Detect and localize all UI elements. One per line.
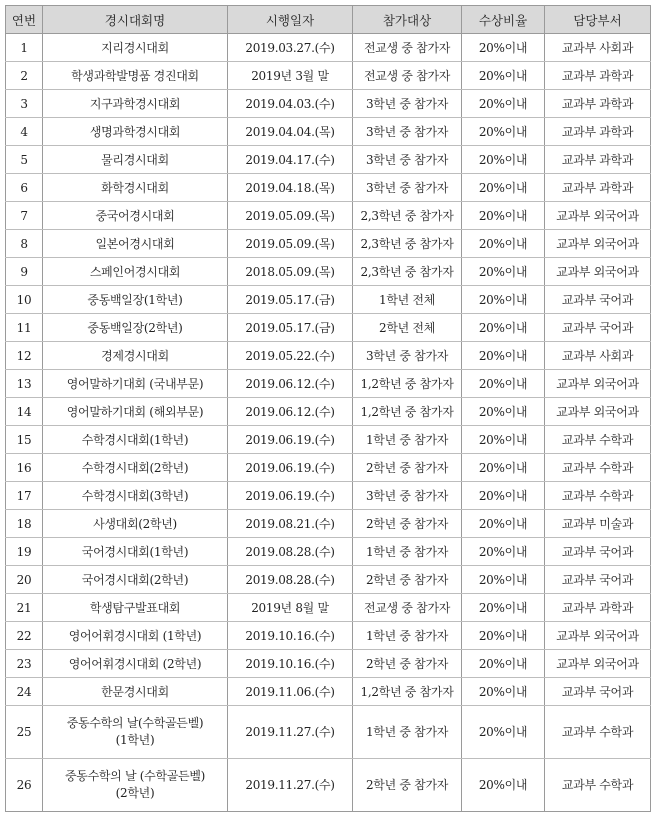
participants: 3학년 중 참가자 bbox=[353, 482, 462, 510]
award-ratio: 20%이내 bbox=[462, 650, 545, 678]
department: 교과부 수학과 bbox=[545, 759, 651, 812]
participants: 1,2학년 중 참가자 bbox=[353, 678, 462, 706]
row-number: 15 bbox=[6, 426, 43, 454]
participants: 3학년 중 참가자 bbox=[353, 90, 462, 118]
award-ratio: 20%이내 bbox=[462, 286, 545, 314]
department: 교과부 미술과 bbox=[545, 510, 651, 538]
department: 교과부 과학과 bbox=[545, 594, 651, 622]
table-row bbox=[6, 370, 651, 398]
table-row bbox=[6, 398, 651, 426]
event-date: 2019.11.27.(수) bbox=[228, 759, 353, 812]
department: 교과부 국어과 bbox=[545, 678, 651, 706]
row-number: 9 bbox=[6, 258, 43, 286]
row-number: 1 bbox=[6, 34, 43, 62]
department: 교과부 과학과 bbox=[545, 118, 651, 146]
participants: 2학년 중 참가자 bbox=[353, 759, 462, 812]
row-number: 21 bbox=[6, 594, 43, 622]
event-date: 2019.05.22.(수) bbox=[228, 342, 353, 370]
department: 교과부 과학과 bbox=[545, 62, 651, 90]
row-number: 24 bbox=[6, 678, 43, 706]
competition-name: 중국어경시대회 bbox=[43, 202, 228, 230]
award-ratio: 20%이내 bbox=[462, 230, 545, 258]
event-date: 2019.06.19.(수) bbox=[228, 454, 353, 482]
event-date: 2019.04.04.(목) bbox=[228, 118, 353, 146]
header-date: 시행일자 bbox=[228, 6, 353, 34]
award-ratio: 20%이내 bbox=[462, 202, 545, 230]
competition-name: 경제경시대회 bbox=[43, 342, 228, 370]
competition-name: 지구과학경시대회 bbox=[43, 90, 228, 118]
competition-name: 수학경시대회(3학년) bbox=[43, 482, 228, 510]
table-row bbox=[6, 314, 651, 342]
competition-name-line2: (1학년) bbox=[115, 733, 155, 747]
event-date: 2019.04.03.(수) bbox=[228, 90, 353, 118]
participants: 1학년 중 참가자 bbox=[353, 622, 462, 650]
table-row bbox=[6, 678, 651, 706]
event-date: 2019.06.12.(수) bbox=[228, 370, 353, 398]
award-ratio: 20%이내 bbox=[462, 759, 545, 812]
award-ratio: 20%이내 bbox=[462, 370, 545, 398]
department: 교과부 국어과 bbox=[545, 566, 651, 594]
award-ratio: 20%이내 bbox=[462, 622, 545, 650]
competition-name-line1: 중동수학의 날 (수학골든벨) bbox=[64, 769, 205, 783]
competition-name-line1: 중동수학의 날(수학골든벨) bbox=[66, 716, 204, 730]
participants: 1학년 중 참가자 bbox=[353, 538, 462, 566]
participants: 1,2학년 중 참가자 bbox=[353, 398, 462, 426]
participants: 3학년 중 참가자 bbox=[353, 118, 462, 146]
competition-name: 영어어휘경시대회 (1학년) bbox=[43, 622, 228, 650]
award-ratio: 20%이내 bbox=[462, 482, 545, 510]
event-date: 2019.10.16.(수) bbox=[228, 650, 353, 678]
competition-name: 수학경시대회(1학년) bbox=[43, 426, 228, 454]
header-name: 경시대회명 bbox=[43, 6, 228, 34]
participants: 전교생 중 참가자 bbox=[353, 594, 462, 622]
award-ratio: 20%이내 bbox=[462, 706, 545, 759]
award-ratio: 20%이내 bbox=[462, 454, 545, 482]
event-date: 2019.11.06.(수) bbox=[228, 678, 353, 706]
row-number: 12 bbox=[6, 342, 43, 370]
event-date: 2019.04.18.(목) bbox=[228, 174, 353, 202]
award-ratio: 20%이내 bbox=[462, 398, 545, 426]
competition-name: 일본어경시대회 bbox=[43, 230, 228, 258]
participants: 1학년 중 참가자 bbox=[353, 426, 462, 454]
event-date: 2019.04.17.(수) bbox=[228, 146, 353, 174]
award-ratio: 20%이내 bbox=[462, 90, 545, 118]
participants: 2학년 중 참가자 bbox=[353, 566, 462, 594]
competition-name: 물리경시대회 bbox=[43, 146, 228, 174]
event-date: 2019.08.28.(수) bbox=[228, 566, 353, 594]
table-row bbox=[6, 454, 651, 482]
competition-name bbox=[43, 759, 228, 812]
department: 교과부 국어과 bbox=[545, 286, 651, 314]
competition-name: 영어말하기대회 (국내부문) bbox=[43, 370, 228, 398]
competition-name: 중동백일장(2학년) bbox=[43, 314, 228, 342]
award-ratio: 20%이내 bbox=[462, 426, 545, 454]
row-number: 10 bbox=[6, 286, 43, 314]
row-number: 20 bbox=[6, 566, 43, 594]
table-row bbox=[6, 146, 651, 174]
row-number: 14 bbox=[6, 398, 43, 426]
participants: 2학년 중 참가자 bbox=[353, 510, 462, 538]
award-ratio: 20%이내 bbox=[462, 146, 545, 174]
competition-name: 학생과학발명품 경진대회 bbox=[43, 62, 228, 90]
department: 교과부 수학과 bbox=[545, 454, 651, 482]
row-number: 11 bbox=[6, 314, 43, 342]
event-date: 2019.05.09.(목) bbox=[228, 202, 353, 230]
department: 교과부 외국어과 bbox=[545, 230, 651, 258]
table-row bbox=[6, 342, 651, 370]
competition-name: 스페인어경시대회 bbox=[43, 258, 228, 286]
award-ratio: 20%이내 bbox=[462, 258, 545, 286]
participants: 3학년 중 참가자 bbox=[353, 146, 462, 174]
event-date: 2019.05.17.(금) bbox=[228, 286, 353, 314]
award-ratio: 20%이내 bbox=[462, 342, 545, 370]
department: 교과부 외국어과 bbox=[545, 258, 651, 286]
participants: 2학년 전체 bbox=[353, 314, 462, 342]
competition-name: 국어경시대회(1학년) bbox=[43, 538, 228, 566]
row-number: 5 bbox=[6, 146, 43, 174]
table-row bbox=[6, 482, 651, 510]
participants: 2,3학년 중 참가자 bbox=[353, 202, 462, 230]
department: 교과부 과학과 bbox=[545, 146, 651, 174]
row-number: 23 bbox=[6, 650, 43, 678]
table-row bbox=[6, 594, 651, 622]
competition-name bbox=[43, 706, 228, 759]
row-number: 13 bbox=[6, 370, 43, 398]
participants: 2학년 중 참가자 bbox=[353, 650, 462, 678]
participants: 2,3학년 중 참가자 bbox=[353, 230, 462, 258]
table-row bbox=[6, 118, 651, 146]
department: 교과부 수학과 bbox=[545, 482, 651, 510]
department: 교과부 수학과 bbox=[545, 706, 651, 759]
row-number: 18 bbox=[6, 510, 43, 538]
competition-name: 영어어휘경시대회 (2학년) bbox=[43, 650, 228, 678]
department: 교과부 외국어과 bbox=[545, 398, 651, 426]
participants: 1학년 중 참가자 bbox=[353, 706, 462, 759]
award-ratio: 20%이내 bbox=[462, 118, 545, 146]
row-number: 17 bbox=[6, 482, 43, 510]
participants: 전교생 중 참가자 bbox=[353, 62, 462, 90]
row-number: 26 bbox=[6, 759, 43, 812]
row-number: 8 bbox=[6, 230, 43, 258]
award-ratio: 20%이내 bbox=[462, 314, 545, 342]
row-number: 3 bbox=[6, 90, 43, 118]
table-row bbox=[6, 34, 651, 62]
award-ratio: 20%이내 bbox=[462, 566, 545, 594]
participants: 전교생 중 참가자 bbox=[353, 34, 462, 62]
table-row bbox=[6, 286, 651, 314]
department: 교과부 국어과 bbox=[545, 314, 651, 342]
row-number: 4 bbox=[6, 118, 43, 146]
competition-table bbox=[5, 5, 651, 812]
table-row bbox=[6, 258, 651, 286]
table-row bbox=[6, 510, 651, 538]
row-number: 7 bbox=[6, 202, 43, 230]
table-row bbox=[6, 62, 651, 90]
event-date: 2019.11.27.(수) bbox=[228, 706, 353, 759]
row-number: 6 bbox=[6, 174, 43, 202]
competition-name: 생명과학경시대회 bbox=[43, 118, 228, 146]
department: 교과부 과학과 bbox=[545, 90, 651, 118]
table-row bbox=[6, 566, 651, 594]
department: 교과부 수학과 bbox=[545, 426, 651, 454]
competition-name: 한문경시대회 bbox=[43, 678, 228, 706]
competition-name: 영어말하기대회 (해외부문) bbox=[43, 398, 228, 426]
department: 교과부 국어과 bbox=[545, 538, 651, 566]
competition-name: 중동백일장(1학년) bbox=[43, 286, 228, 314]
event-date: 2019.08.21.(수) bbox=[228, 510, 353, 538]
header-ratio: 수상비율 bbox=[462, 6, 545, 34]
table-row bbox=[6, 759, 651, 812]
table-body bbox=[6, 34, 651, 812]
table-row bbox=[6, 202, 651, 230]
award-ratio: 20%이내 bbox=[462, 62, 545, 90]
event-date: 2019년 8월 말 bbox=[228, 594, 353, 622]
row-number: 22 bbox=[6, 622, 43, 650]
event-date: 2018.05.09.(목) bbox=[228, 258, 353, 286]
department: 교과부 외국어과 bbox=[545, 370, 651, 398]
competition-name: 학생탐구발표대회 bbox=[43, 594, 228, 622]
department: 교과부 과학과 bbox=[545, 174, 651, 202]
award-ratio: 20%이내 bbox=[462, 594, 545, 622]
competition-name: 화학경시대회 bbox=[43, 174, 228, 202]
award-ratio: 20%이내 bbox=[462, 538, 545, 566]
event-date: 2019.05.09.(목) bbox=[228, 230, 353, 258]
table-row bbox=[6, 706, 651, 759]
participants: 1학년 전체 bbox=[353, 286, 462, 314]
table-row bbox=[6, 622, 651, 650]
event-date: 2019.10.16.(수) bbox=[228, 622, 353, 650]
competition-name: 지리경시대회 bbox=[43, 34, 228, 62]
award-ratio: 20%이내 bbox=[462, 34, 545, 62]
department: 교과부 외국어과 bbox=[545, 202, 651, 230]
competition-name: 사생대회(2학년) bbox=[43, 510, 228, 538]
row-number: 2 bbox=[6, 62, 43, 90]
award-ratio: 20%이내 bbox=[462, 174, 545, 202]
participants: 1,2학년 중 참가자 bbox=[353, 370, 462, 398]
department: 교과부 사회과 bbox=[545, 34, 651, 62]
row-number: 16 bbox=[6, 454, 43, 482]
table-row bbox=[6, 174, 651, 202]
table-row bbox=[6, 230, 651, 258]
competition-name: 국어경시대회(2학년) bbox=[43, 566, 228, 594]
participants: 2,3학년 중 참가자 bbox=[353, 258, 462, 286]
event-date: 2019.08.28.(수) bbox=[228, 538, 353, 566]
header-no: 연번 bbox=[6, 6, 43, 34]
participants: 3학년 중 참가자 bbox=[353, 174, 462, 202]
event-date: 2019년 3월 말 bbox=[228, 62, 353, 90]
event-date: 2019.05.17.(금) bbox=[228, 314, 353, 342]
row-number: 19 bbox=[6, 538, 43, 566]
competition-name: 수학경시대회(2학년) bbox=[43, 454, 228, 482]
table-row bbox=[6, 538, 651, 566]
event-date: 2019.03.27.(수) bbox=[228, 34, 353, 62]
header-target: 참가대상 bbox=[353, 6, 462, 34]
department: 교과부 사회과 bbox=[545, 342, 651, 370]
header-dept: 담당부서 bbox=[545, 6, 651, 34]
event-date: 2019.06.19.(수) bbox=[228, 426, 353, 454]
table-row bbox=[6, 426, 651, 454]
award-ratio: 20%이내 bbox=[462, 510, 545, 538]
event-date: 2019.06.19.(수) bbox=[228, 482, 353, 510]
table-row bbox=[6, 90, 651, 118]
participants: 2학년 중 참가자 bbox=[353, 454, 462, 482]
row-number: 25 bbox=[6, 706, 43, 759]
event-date: 2019.06.12.(수) bbox=[228, 398, 353, 426]
department: 교과부 외국어과 bbox=[545, 622, 651, 650]
department: 교과부 외국어과 bbox=[545, 650, 651, 678]
award-ratio: 20%이내 bbox=[462, 678, 545, 706]
competition-name-line2: (2학년) bbox=[115, 786, 155, 800]
participants: 3학년 중 참가자 bbox=[353, 342, 462, 370]
header-row bbox=[6, 6, 651, 34]
table-row bbox=[6, 650, 651, 678]
